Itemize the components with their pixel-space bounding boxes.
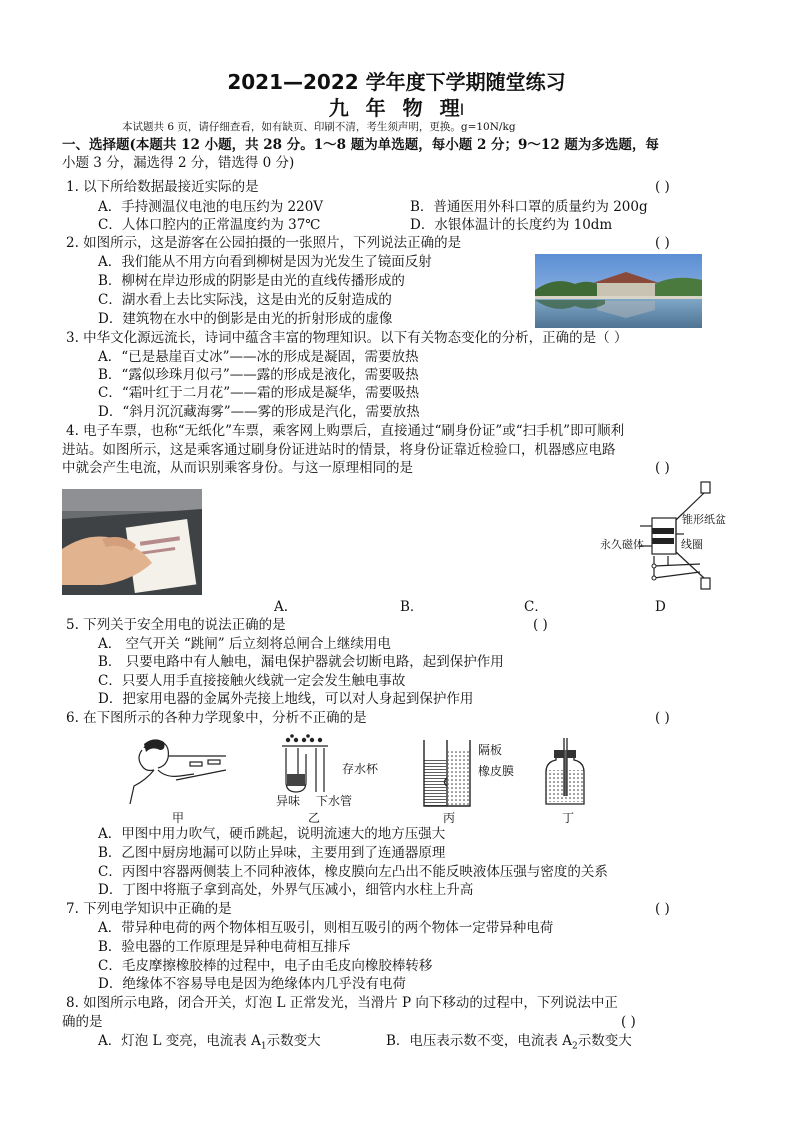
q8-line2: 确的是 xyxy=(62,1014,103,1030)
q8-option-b-tail: 示数变大 xyxy=(577,1033,632,1049)
label-smell: 异味 xyxy=(276,794,301,808)
q8-line1: 8. 如图所示电路，闭合开关，灯泡 L 正常发光，当滑片 P 向下移动的过程中，下列说法中正 xyxy=(66,995,618,1011)
q8-option-a-sub: 1 xyxy=(260,1041,267,1052)
q7-option-a: A．带异种电荷的两个物体相互吸引，则相互吸引的两个物体一定带异种电荷 xyxy=(98,920,554,936)
id-card-photo xyxy=(62,489,202,595)
fig-yi-drain xyxy=(280,734,330,796)
q8-answer: ( ) xyxy=(621,1014,636,1030)
q8-option-a-text: A．灯泡 L 变亮，电流表 A xyxy=(98,1033,261,1049)
q2-option-d: D．建筑物在水中的倒影是由光的折射形成的虚像 xyxy=(98,311,393,327)
q5-stem: 5. 下列关于安全用电的说法正确的是 xyxy=(66,617,286,633)
q5-answer: ( ) xyxy=(533,617,548,633)
q2-option-a: A．我们能从不用方向看到柳树是因为光发生了镜面反射 xyxy=(98,254,432,270)
q6-option-c: C．丙图中容器两侧装上不同种液体，橡皮膜向左凸出不能反映液体压强与密度的关系 xyxy=(98,864,608,880)
label-coil: 线圈 xyxy=(681,538,703,551)
section-heading-line1 xyxy=(62,137,659,154)
label-magnet: 永久磁体 xyxy=(600,538,644,551)
q3-option-d: D．“斜月沉沉藏海雾”——雾的形成是汽化，需要放热 xyxy=(98,404,420,420)
exam-title: 2021—2022 学年度下学期随堂练习 xyxy=(227,70,566,94)
q7-option-b: B．验电器的工作原理是异种电荷相互排斥 xyxy=(98,939,351,955)
q1-option-d: D．水银体温计的长度约为 10dm xyxy=(410,217,613,233)
q3-option-a: A．“已是悬崖百丈冰”——冰的形成是凝固，需要放热 xyxy=(98,349,419,365)
q2-option-b: B．柳树在岸边形成的阴影是由光的直线传播形成的 xyxy=(98,273,405,289)
q5-option-b: B． 只要电路中有人触电，漏电保护器就会切断电路，起到保护作用 xyxy=(98,654,504,670)
q6-option-b: B．乙图中厨房地漏可以防止异味，主要用到了连通器原理 xyxy=(98,845,446,861)
q7-answer: ( ) xyxy=(655,901,670,917)
q4-line2: 进站。如图所示，这是乘客通过刷身份证进站时的情景，将身份证靠近检验口，机器感应电路 xyxy=(62,442,616,458)
q4-option-c: C． xyxy=(524,599,548,615)
label-cone: 锥形纸盆 xyxy=(682,513,726,526)
q4-answer: ( ) xyxy=(655,460,670,476)
q4-option-b: B． xyxy=(400,599,424,615)
q4-line1: 4. 电子车票，也称“无纸化”车票，乘客网上购票后，直接通过“刷身份证”或“扫手机”即可顺利 xyxy=(66,423,625,439)
exam-note: 本试题共 6 页，请仔细查看，如有缺页、印刷不清，考生须声明，更换。g=10N/kg xyxy=(122,121,516,133)
q7-option-d: D．绝缘体不容易导电是因为绝缘体内几乎没有电荷 xyxy=(98,976,406,992)
label-yi: 乙 xyxy=(308,811,321,825)
q1-stem: 1. 以下所给数据最接近实际的是 xyxy=(66,179,259,195)
q4-option-a: A. xyxy=(274,599,289,615)
label-jia: 甲 xyxy=(172,811,185,825)
park-photo xyxy=(535,254,702,328)
q2-option-c: C．湖水看上去比实际浅，这是由光的反射造成的 xyxy=(98,292,392,308)
q8-option-b-text: B．电压表示数不变，电流表 A xyxy=(386,1033,572,1049)
label-bing: 丙 xyxy=(443,811,456,825)
q6-option-a: A．甲图中用力吹气，硬币跳起，说明流速大的地方压强大 xyxy=(98,826,446,842)
q8-option-b-sub: 2 xyxy=(571,1041,578,1052)
q8-option-b xyxy=(386,1033,632,1056)
q1-option-b: B．普通医用外科口罩的质量约为 200g xyxy=(410,199,648,215)
q1-answer: ( ) xyxy=(655,179,670,195)
q6-option-d: D．丁图中将瓶子拿到高处，外界气压减小，细管内水柱上升高 xyxy=(98,882,474,898)
q6-stem: 6. 在下图所示的各种力学现象中，分析不正确的是 xyxy=(66,710,367,726)
fig-jia-blowing xyxy=(124,736,228,806)
subject-title xyxy=(0,92,793,121)
q1-option-c: C．人体口腔内的正常温度约为 37℃ xyxy=(98,217,321,233)
q4-option-d: D xyxy=(655,599,666,615)
q7-option-c: C．毛皮摩擦橡胶棒的过程中，电子由毛皮向橡胶棒转移 xyxy=(98,958,433,974)
q2-stem: 2. 如图所示，这是游客在公园拍摄的一张照片，下列说法正确的是 xyxy=(66,235,462,251)
subject-text: 九 年 物 理 xyxy=(328,96,460,120)
q3-stem: 3. 中华文化源远流长，诗词中蕴含丰富的物理知识。以下有关物态变化的分析，正确的是（ ） xyxy=(66,330,628,346)
section-heading-line2: 小题 3 分，漏选得 2 分，错选得 0 分) xyxy=(62,155,295,171)
q5-option-c: C．只要人用手直接接触火线就一定会发生触电事故 xyxy=(98,673,406,689)
label-ding: 丁 xyxy=(562,811,575,825)
q8-option-a-tail: 示数变大 xyxy=(266,1033,321,1049)
q8-option-a xyxy=(98,1033,321,1056)
label-board: 隔板 xyxy=(478,743,503,757)
q5-option-a: A． 空气开关 “跳闸” 后立刻将总闸合上继续用电 xyxy=(98,636,391,652)
q3-option-c: C．“霜叶红于二月花”——霜的形成是凝华，需要吸热 xyxy=(98,385,420,401)
q2-answer: ( ) xyxy=(655,235,670,251)
fig-ding-bottle xyxy=(540,736,590,808)
label-film: 橡皮膜 xyxy=(478,764,515,778)
subject-mark: I xyxy=(459,100,465,119)
section-heading: 一、选择题(本题共 12 小题，共 28 分。1～8 题为单选题，每小题 2 分；9～12 题为多选题，每 xyxy=(62,137,659,153)
q6-answer: ( ) xyxy=(655,710,670,726)
q5-option-d: D．把家用电器的金属外壳接上地线，可以对人身起到保护作用 xyxy=(98,691,474,707)
q1-option-a: A．手持测温仪电池的电压约为 220V xyxy=(98,199,324,215)
q3-option-b: B．“露似珍珠月似弓”——露的形成是液化，需要吸热 xyxy=(98,367,419,383)
fig-bing-container xyxy=(422,738,474,808)
q4-line3: 中就会产生电流，从而识别乘客身份。与这一原理相同的是 xyxy=(62,460,413,476)
label-cup: 存水杯 xyxy=(342,762,379,776)
q7-stem: 7. 下列电学知识中正确的是 xyxy=(66,901,232,917)
label-pipe: 下水管 xyxy=(316,794,353,808)
